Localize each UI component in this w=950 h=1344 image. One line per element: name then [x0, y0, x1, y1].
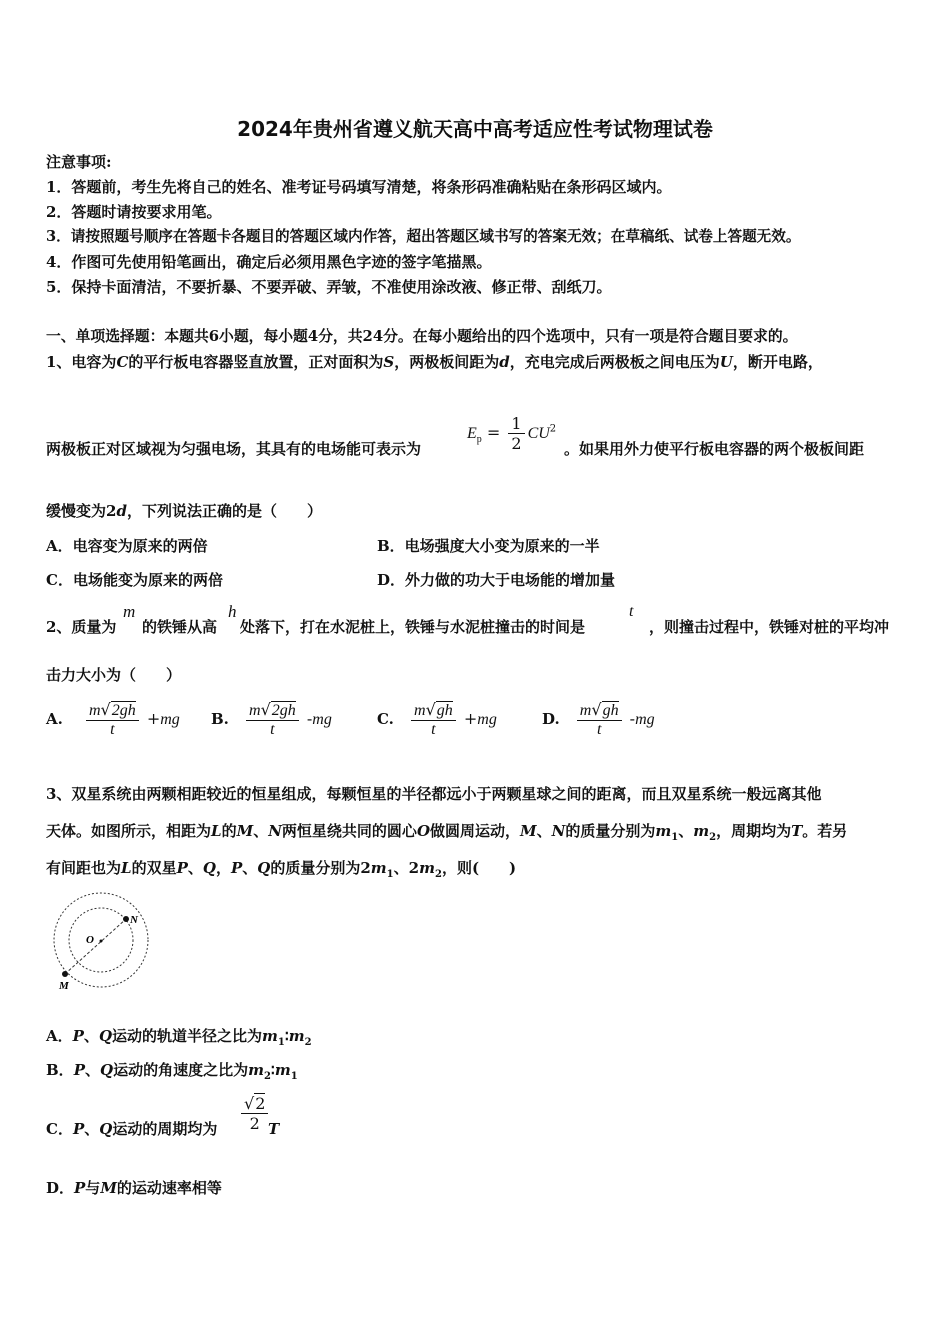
connecting-line — [65, 919, 126, 974]
notice-item: 5．保持卡面清洁，不要折暴、不要弄破、弄皱，不准使用涂改液、修正带、刮纸刀。 — [46, 278, 612, 296]
q2-option-c: C. $\frac{m√gh}{t}$ +mg — [377, 700, 497, 738]
label-o: O — [86, 934, 94, 946]
label-n: N — [130, 914, 138, 926]
star-m — [62, 971, 68, 977]
energy-formula: $E_p$ = $\frac{1}{2}$ $CU^2$ — [467, 414, 557, 453]
q1-option-b: B．电场强度大小变为原来的一半 — [377, 537, 600, 555]
q2-option-b: B. $\frac{m√2gh}{t}$ -mg — [211, 700, 332, 738]
notice-item: 1．答题前，考生先将自己的姓名、准考证号码填写清楚，将条形码准确粘贴在条形码区域内。 — [46, 178, 672, 196]
q3-option-b: B．P、Q运动的角速度之比为$m_2∶m_1$ — [46, 1061, 298, 1082]
q2-line1-a: 2、质量为 — [46, 618, 117, 636]
q1-line2-end: 。如果用外力使平行板电容器的两个极板间距 — [564, 440, 865, 458]
q3-line3: 有间距也为L的双星P、Q，P、Q的质量分别为$2m_1$、$2m_2$，则( ) — [46, 859, 517, 880]
notice-item: 4．作图可先使用铅笔画出，确定后必须用黑色字迹的签字笔描黑。 — [46, 253, 492, 271]
notice-heading: 注意事项: — [46, 153, 112, 171]
page-title: 2024年贵州省遵义航天高中高考适应性考试物理试卷 — [237, 117, 713, 141]
q1-line3: 缓慢变为2d，下列说法正确的是（ ） — [46, 502, 322, 520]
q2-line1-b: 的铁锤从高 — [142, 618, 218, 636]
q1-option-c: C．电场能变为原来的两倍 — [46, 571, 223, 589]
q2-h: h — [228, 602, 237, 621]
binary-star-diagram — [46, 892, 156, 994]
notice-item: 2．答题时请按要求用笔。 — [46, 203, 222, 221]
q2-t: t — [629, 603, 634, 620]
q3-line1: 3、双星系统由两颗相距较近的恒星组成，每颗恒星的半径都远小于两颗星球之间的距离，而且双星系统一般远离其他 — [46, 785, 822, 803]
q3-line2: 天体。如图所示，相距为L的M、N两恒星绕共同的圆心O做圆周运动，M、N的质量分别为$m_1$、$m_2$，周期均为T。若另 — [46, 822, 848, 843]
label-m: M — [59, 980, 69, 992]
q3-option-d: D．P与M的运动速率相等 — [46, 1179, 222, 1197]
section-heading: 一、单项选择题：本题共6小题，每小题4分，共24分。在每小题给出的四个选项中，只有一项是符合题目要求的。 — [46, 328, 798, 345]
q1-option-a: A．电容变为原来的两倍 — [46, 537, 208, 555]
q1-line2-text: 两极板正对区域视为匀强电场，其具有的电场能可表示为 — [46, 440, 422, 458]
q2-line1-d: ，则撞击过程中，铁锤对桩的平均冲 — [649, 618, 890, 636]
q1-option-d: D．外力做的功大于电场能的增加量 — [377, 571, 616, 589]
star-n — [123, 916, 129, 922]
q3-option-a: A．P、Q运动的轨道半径之比为$m_1∶m_2$ — [46, 1027, 312, 1048]
q2-line2: 击力大小为（ ） — [46, 666, 182, 684]
q3-option-c-formula: $\frac{√2}{2}$ — [238, 1094, 271, 1133]
q2-m: m — [123, 602, 136, 621]
q2-line1-c: 处落下，打在水泥桩上，铁锤与水泥桩撞击的时间是 — [240, 618, 586, 636]
q1-line1: 1、电容为C的平行板电容器竖直放置，正对面积为S，两极板间距为d，充电完成后两极板之间电压为U，断开电路， — [46, 353, 823, 371]
notice-item: 3．请按照题号顺序在答题卡各题目的答题区域内作答，超出答题区域书写的答案无效；在草稿纸、试卷上答题无效。 — [46, 228, 801, 245]
center-point — [100, 940, 103, 943]
q2-option-d: D. $\frac{m√gh}{t}$ -mg — [542, 700, 655, 738]
q3-option-c: C．P、Q运动的周期均为 — [46, 1120, 218, 1138]
q2-option-a: A. $\frac{m√2gh}{t}$ +mg — [46, 700, 180, 738]
q3-option-c-t: T — [268, 1120, 280, 1138]
